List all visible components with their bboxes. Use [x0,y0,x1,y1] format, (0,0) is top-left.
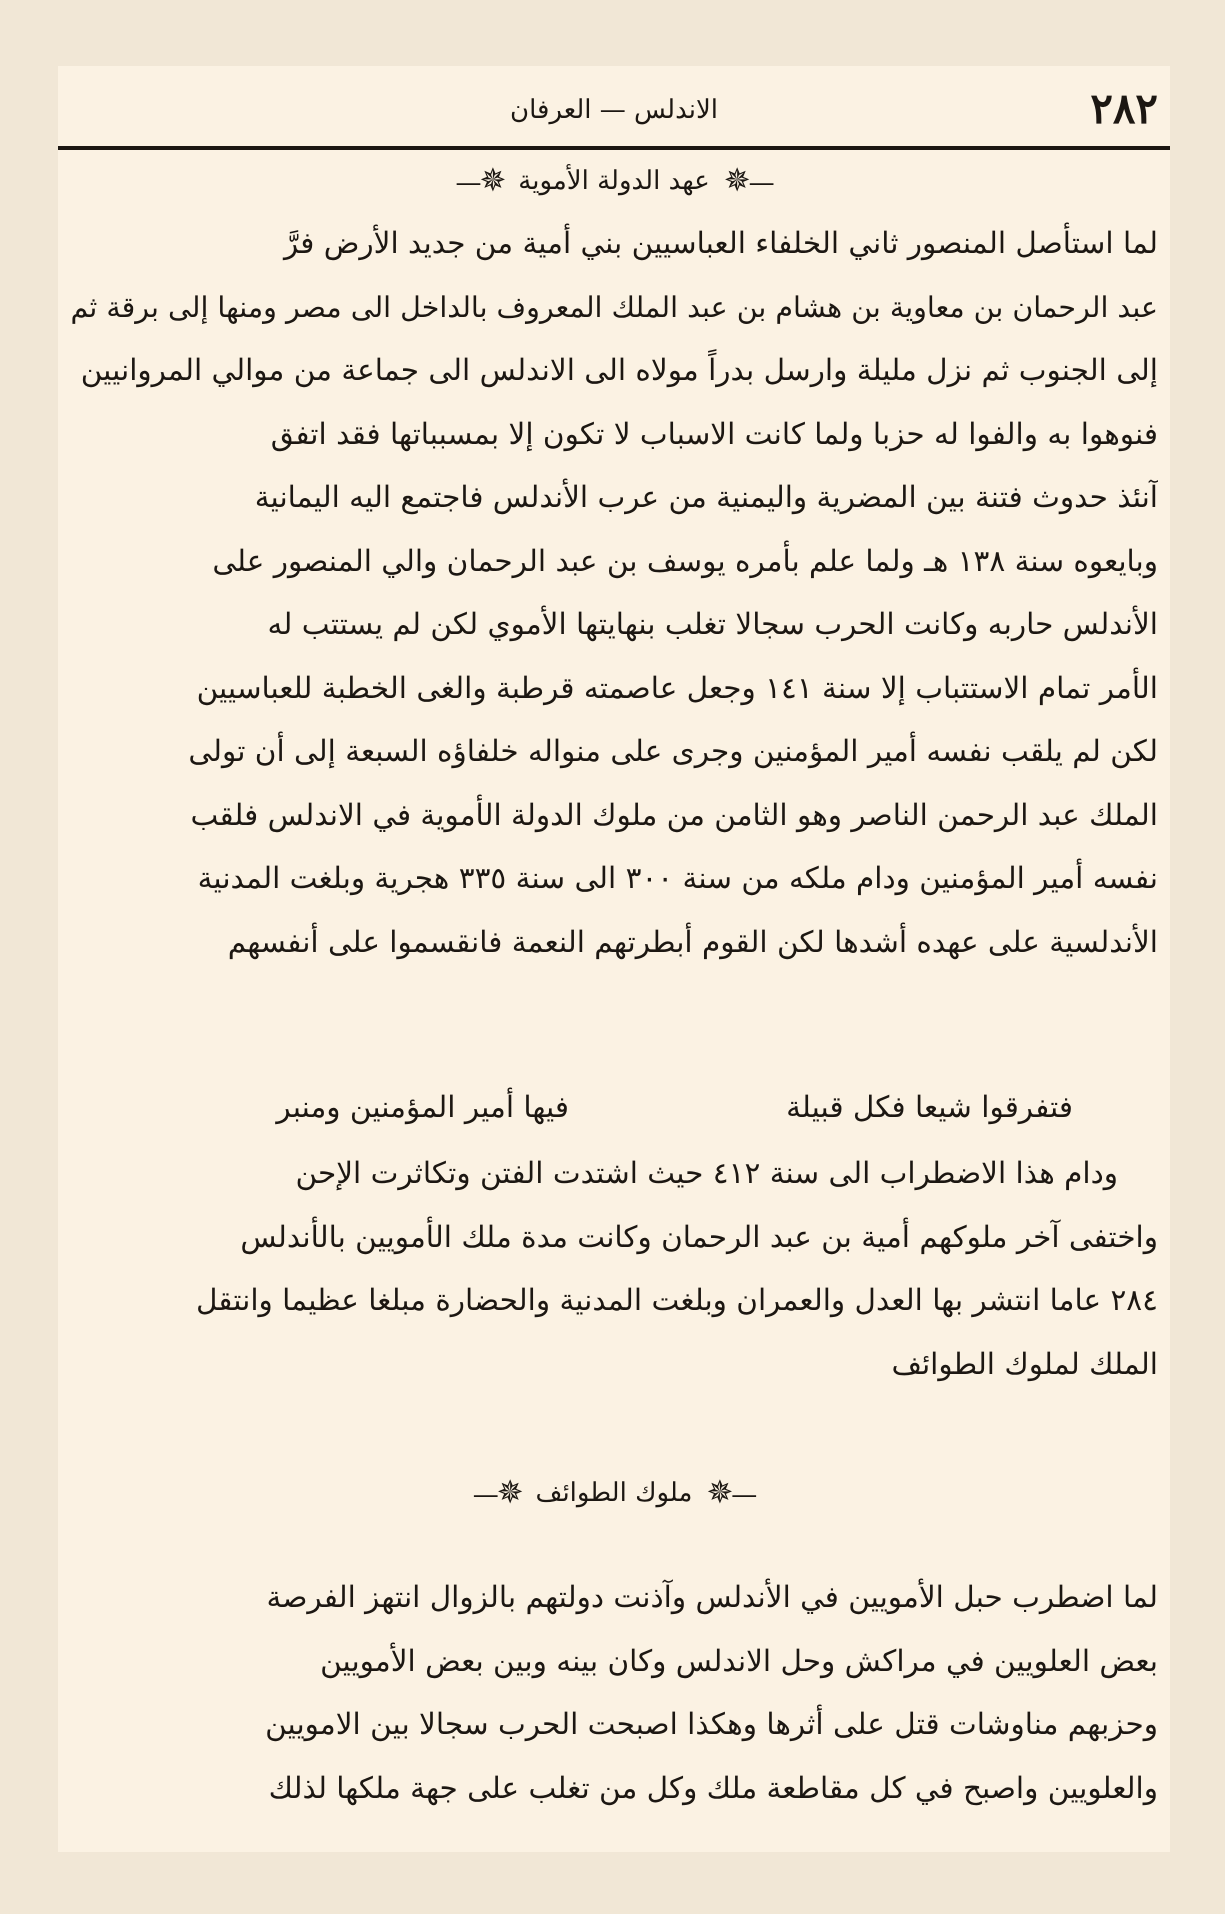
text-line: بعض العلويين في مراكش وحل الاندلس وكان بينه وبين بعض الأمويين [320,1643,1158,1678]
text-line: الملك عبد الرحمن الناصر وهو الثامن من ملوك الدولة الأموية في الاندلس فلقب [190,797,1158,832]
section1-paragraph [58,212,1158,974]
poetry-verse [58,1090,1170,1142]
text-line: لما استأصل المنصور ثاني الخلفاء العباسيين بني أمية من جديد الأرض فرَّ [283,226,1158,260]
page-number: ٢٨٢ [1090,84,1158,133]
header-rule [58,146,1170,150]
book-page [58,66,1170,1852]
text-line: الملك لملوك الطوائف [891,1346,1158,1381]
verse-first-hemistich: فتفرقوا شيعا فكل قبيلة [786,1090,1073,1124]
text-line: وبايعوه سنة ١٣٨ هـ ولما علم بأمره يوسف بن عبد الرحمان والي المنصور على [212,543,1158,578]
text-line: والعلويين واصبح في كل مقاطعة ملك وكل من تغلب على جهة ملكها لذلك [268,1770,1158,1805]
section-title: عهد الدولة الأموية [518,166,710,196]
section2-paragraph [58,1566,1158,1820]
text-line: الأندلس حاربه وكانت الحرب سجالا تغلب بنهايتها الأموي لكن لم يستتب له [267,607,1158,641]
verse-second-hemistich: فيها أمير المؤمنين ومنبر [276,1090,569,1124]
text-line: ودام هذا الاضطراب الى سنة ٤١٢ حيث اشتدت الفتن وتكاثرت الإحن [295,1156,1118,1190]
text-line: آنئذ حدوث فتنة بين المضرية واليمنية من عرب الأندلس فاجتمع اليه اليمانية [254,480,1158,514]
text-line: ٢٨٤ عاما انتشر بها العدل والعمران وبلغت المدنية والحضارة مبلغا عظيما وانتقل [195,1283,1158,1317]
section-heading-umayyad [58,161,1170,199]
running-title: الاندلس — العرفان [510,95,719,125]
text-line: نفسه أمير المؤمنين ودام ملكه من سنة ٣٠٠ الى سنة ٣٣٥ هجرية وبلغت المدنية [197,861,1158,895]
text-line: فنوهوا به والفوا له حزبا ولما كانت الاسباب لا تكون إلا بمسبباتها فقد اتفق [270,416,1158,451]
text-line: لما اضطرب حبل الأمويين في الأندلس وآذنت دولتهم بالزوال انتهز الفرصة [266,1580,1158,1614]
section-title: ملوك الطوائف [535,1478,693,1508]
section1-continuation [58,1142,1158,1396]
ornament-left: ✵— [455,161,505,199]
text-line: إلى الجنوب ثم نزل مليلة وارسل بدراً مولاه الى الاندلس الى جماعة من موالي المروانيين [80,353,1158,387]
text-line: الأندلسية على عهده أشدها لكن القوم أبطرتهم النعمة فانقسموا على أنفسهم [227,924,1158,959]
text-line: واختفى آخر ملوكهم أمية بن عبد الرحمان وكانت مدة ملك الأمويين بالأندلس [240,1219,1158,1254]
section-heading-taifas [58,1473,1170,1511]
text-line: لكن لم يلقب نفسه أمير المؤمنين وجرى على منواله خلفاؤه السبعة إلى أن تولى [188,734,1158,768]
ornament-right: —✵ [723,161,773,199]
ornament-right: —✵ [706,1473,756,1511]
text-line: عبد الرحمان بن معاوية بن هشام بن عبد الملك المعروف بالداخل الى مصر ومنها إلى برقة ثم [70,290,1158,324]
running-header [70,82,1158,138]
text-line: وحزبهم مناوشات قتل على أثرها وهكذا اصبحت الحرب سجالا بين الامويين [265,1707,1158,1741]
text-line: الأمر تمام الاستتباب إلا سنة ١٤١ وجعل عاصمته قرطبة والغى الخطبة للعباسيين [196,670,1158,705]
ornament-left: ✵— [472,1473,522,1511]
